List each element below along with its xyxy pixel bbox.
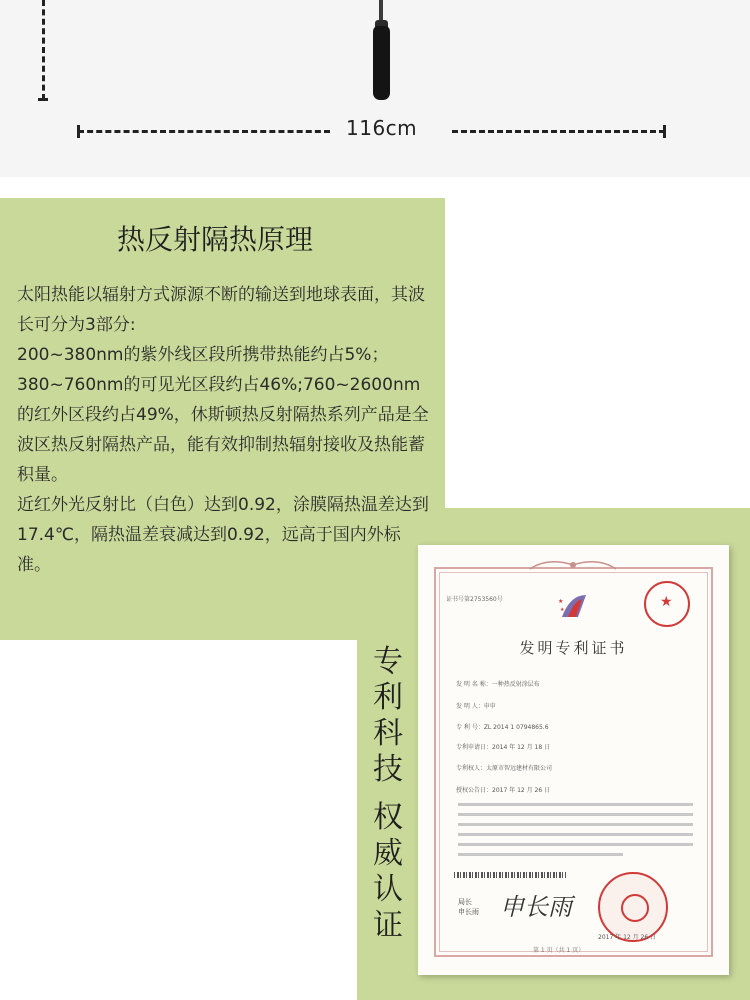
patent-certificate-image bbox=[418, 545, 729, 975]
width-dimension-label: 116cm bbox=[346, 116, 418, 140]
authority-vertical-heading bbox=[371, 644, 405, 944]
principle-title: 热反射隔热原理 bbox=[116, 223, 313, 256]
certificate-field: 专 利 号：ZL 2014 1 0794865.6 bbox=[456, 724, 549, 731]
vertical-gap bbox=[371, 788, 405, 800]
width-dimension-line-right bbox=[452, 130, 665, 133]
certificate-field: 授权公告日：2017 年 12 月 26 日 bbox=[456, 787, 551, 794]
certificate-inner-border bbox=[439, 572, 708, 952]
director-signature: 申长雨 bbox=[500, 893, 572, 921]
height-dimension-line bbox=[42, 0, 45, 100]
vertical-char: 专 bbox=[373, 644, 403, 679]
certificate-body-text bbox=[458, 803, 693, 863]
text-line bbox=[458, 843, 693, 846]
vertical-char: 权 bbox=[373, 800, 403, 835]
text-line bbox=[458, 823, 693, 826]
certificate-title: 发明专利证书 bbox=[519, 639, 628, 657]
text-line bbox=[458, 803, 693, 806]
height-dimension-end bbox=[38, 98, 48, 101]
page-number: 第 1 页（共 1 页） bbox=[533, 947, 585, 954]
barcode bbox=[454, 872, 566, 878]
text-line bbox=[458, 833, 693, 836]
certificate-field: 发 明 名 称：一种热反射涂层布 bbox=[456, 681, 540, 688]
umbrella-handle bbox=[373, 26, 390, 100]
vertical-char: 技 bbox=[373, 752, 403, 787]
principle-paragraph: 200~380nm的紫外线区段所携带热能约占5%；380~760nm的可见光区段约占46%;760~2600nm的红外区段约占49%，休斯顿热反射隔热系列产品是全波区热反射隔热产品，能有效抑制热辐射接收及热能蓄积量。 bbox=[17, 345, 429, 485]
certificate-number: 证书号第2753560号 bbox=[446, 596, 503, 603]
width-dimension-end bbox=[663, 125, 666, 138]
vertical-char: 科 bbox=[373, 716, 403, 751]
patent-office-emblem-icon bbox=[556, 591, 592, 621]
product-image-area bbox=[0, 0, 750, 177]
certificate-field: 专利权人：太原市智远建材有限公司 bbox=[456, 765, 553, 772]
vertical-char: 认 bbox=[373, 872, 403, 907]
vertical-char: 威 bbox=[373, 836, 403, 871]
principle-description bbox=[17, 280, 429, 580]
certificate-field: 发 明 人：申申 bbox=[456, 703, 496, 710]
principle-paragraph: 近红外光反射比（白色）达到0.92，涂膜隔热温差达到17.4℃，隔热温差衰减达到0.92，远高于国内外标准。 bbox=[17, 495, 429, 575]
text-line bbox=[458, 813, 693, 816]
certificate-field: 专利申请日：2014 年 12 月 18 日 bbox=[456, 744, 551, 751]
ornament-icon bbox=[528, 557, 618, 573]
principle-paragraph: 太阳热能以辐射方式源源不断的输送到地球表面，其波长可分为3部分: bbox=[17, 285, 425, 335]
svg-text:★: ★ bbox=[558, 598, 564, 605]
vertical-char: 证 bbox=[373, 908, 403, 943]
svg-text:★: ★ bbox=[560, 607, 565, 613]
seal-date: 2017 年 12 月 26 日 bbox=[598, 934, 657, 941]
text-line bbox=[458, 853, 623, 856]
director-label: 局长 申长雨 bbox=[458, 898, 479, 916]
vertical-char: 利 bbox=[373, 680, 403, 715]
width-dimension-line-left bbox=[78, 130, 330, 133]
seal-icon: ★ bbox=[644, 581, 690, 627]
